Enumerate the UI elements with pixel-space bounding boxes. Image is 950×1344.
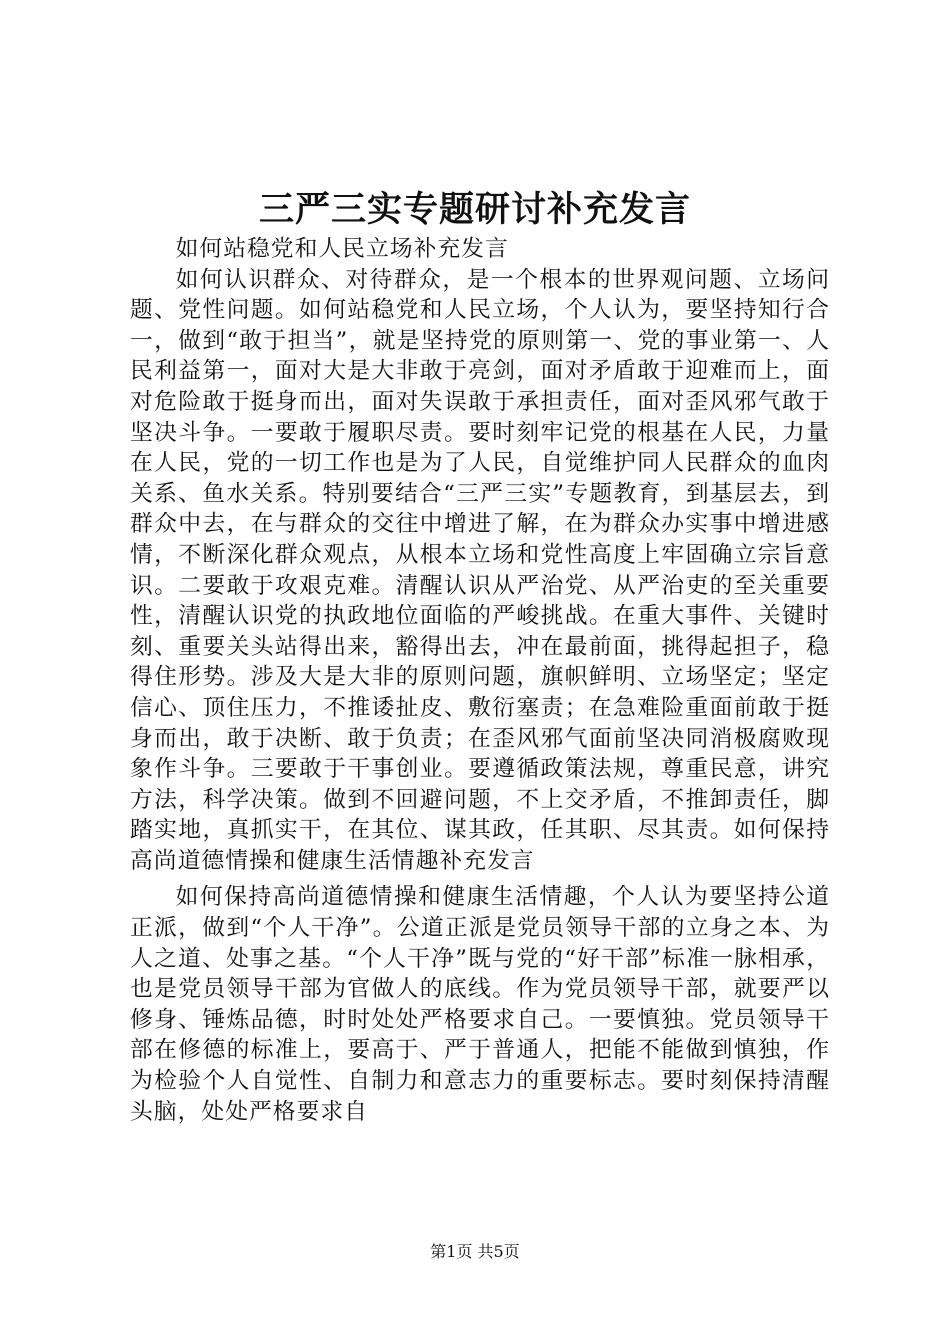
body-paragraph: 如何认识群众、对待群众，是一个根本的世界观问题、立场问题、党性问题。如何站稳党和人民立场，个人认为，要坚持知行合一，做到“敢于担当”，就是坚持党的原则第一、党的事业第一、人民利益第一，面对大是大非敢于亮剑，面对矛盾敢于迎难而上，面对危险敢于挺身而出，面对失误敢于承担责任，面对歪风邪气敢于坚决斗争。一要敢于履职尽责。要时刻牢记党的根基在人民，力量在人民，党的一切工作也是为了人民，自觉维护同人民群众的血肉关系、鱼水关系。特别要结合“三严三实”专题教育，到基层去，到群众中去，在与群众的交往中增进了解，在为群众办实事中增进感情，不断深化群众观点，从根本立场和党性高度上牢固确立宗旨意识。二要敢于攻艰克难。清醒认识从严治党、从严治吏的至关重要性，清醒认识党的执政地位面临的严峻挑战。在重大事件、关键时刻、重要关头站得出来，豁得出去，冲在最前面，挑得起担子，稳得住形势。涉及大是大非的原则问题，旗帜鲜明、立场坚定；坚定信心、顶住压力，不推诿扯皮、敷衍塞责；在急难险重面前敢于挺身而出，敢于决断、敢于负责；在歪风邪气面前坚决同消极腐败现象作斗争。三要敢于干事创业。要遵循政策法规，尊重民意，讲究方法，科学决策。做到不回避问题，不上交矛盾，不推卸责任，脚踏实地，真抓实干，在其位、谋其政，任其职、尽其责。如何保持高尚道德情操和健康生活情趣补充发言 xyxy=(130,266,830,874)
document-title: 三严三实专题研讨补充发言 xyxy=(258,189,691,230)
section-heading: 如何站稳党和人民立场补充发言 xyxy=(175,236,509,262)
body-paragraph: 如何保持高尚道德情操和健康生活情趣，个人认为要坚持公道正派，做到“个人干净”。公道正派是党员领导干部的立身之本、为人之道、处事之基。“个人干净”既与党的“好干部”标准一脉相承，也是党员领导干部为官做人的底线。作为党员领导干部，就要严以修身、锤炼品德，时时处处严格要求自己。一要慎独。党员领导干部在修德的标准上，要高于、严于普通人，把能不能做到慎独，作为检验个人自觉性、自制力和意志力的重要标志。要时刻保持清醒头脑，处处严格要求自 xyxy=(130,884,830,1125)
document-body xyxy=(130,234,830,1127)
page-footer: 第1页 共5页 xyxy=(430,1242,520,1261)
